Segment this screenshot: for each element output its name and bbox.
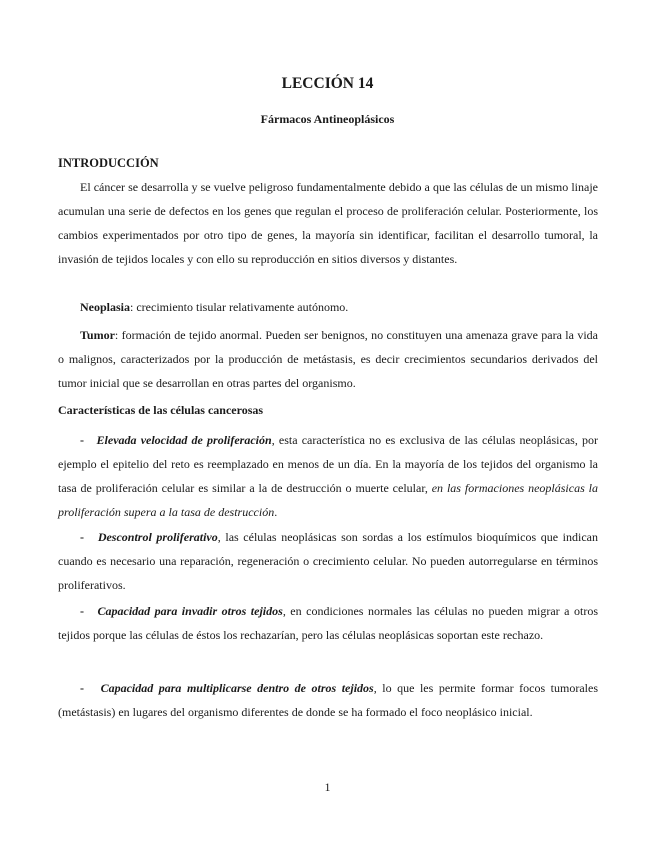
neoplasia-term: Neoplasia [80,300,131,314]
characteristic-end: . [274,505,278,519]
list-dash: - [80,604,84,618]
characteristic-item [58,676,598,724]
neoplasia-paragraph [58,295,598,319]
characteristic-text: , lo que les permite formar focos tumorales (metástasis) en lugares del organismo diferentes de donde se ha formado el foco neoplásico inicial. [58,681,598,719]
characteristic-item [58,599,598,647]
characteristics-heading: Características de las células cancerosas [58,403,264,417]
intro-paragraph: El cáncer se desarrolla y se vuelve peligroso fundamentalmente debido a que las células de un mismo linaje acumulan una serie de defectos en los genes que regulan el proceso de proliferación celular. Posteriormente, los cambios experimentados por otro tipo de genes, la mayoría sin identificar, facilitan el desarrollo tumoral, la invasión de tejidos locales y con ello su reproducción en sitios diversos y distantes. [58,180,598,266]
lesson-subtitle: Fármacos Antineoplásicos [260,112,395,126]
characteristic-item [58,428,598,524]
intro-heading: INTRODUCCIÓN [58,156,159,170]
list-dash: - [80,681,84,695]
tumor-definition: : formación de tejido anormal. Pueden ser benignos, no constituyen una amenaza grave para la vida o malignos, caracterizados por la producción de metástasis, es decir crecimientos secundarios derivados del tumor inicial que se desarrollan en otras partes del organismo. [58,328,598,390]
tumor-paragraph [58,323,598,395]
neoplasia-definition: : crecimiento tisular relativamente autónomo. [130,300,349,314]
tumor-term: Tumor [80,328,115,342]
characteristic-term: Capacidad para multiplicarse dentro de otros tejidos [100,681,374,695]
lesson-title: LECCIÓN 14 [281,75,374,92]
characteristic-text: , esta característica no es exclusiva de las células neoplásicas, por ejemplo el epitelio del reto es reemplazado en menos de un día. En la mayoría de los tejidos del organismo la tasa de proliferación celular es similar a la de destrucción o muerte celular, [58,433,599,495]
characteristic-term: Capacidad para invadir otros tejidos [97,604,283,618]
list-dash: - [80,530,84,544]
characteristic-term: Descontrol proliferativo [97,530,218,544]
characteristic-term: Elevada velocidad de proliferación [96,433,272,447]
characteristic-item [58,525,598,597]
characteristic-italic-text: en las formaciones neoplásicas la proliferación supera a la tasa de destrucción [58,481,598,519]
characteristic-text: , en condiciones normales las células no pueden migrar a otros tejidos porque las células de éstos los rechazarían, pero las células neoplásicas soportan este rechazo. [58,604,598,642]
characteristic-text: , las células neoplásicas son sordas a los estímulos bioquímicos que indican cuando es necesario una reparación, regeneración o crecimiento celular. No pueden autorregularse en términos proliferativos. [58,530,598,592]
page-number: 1 [324,780,331,794]
list-dash: - [80,433,84,447]
